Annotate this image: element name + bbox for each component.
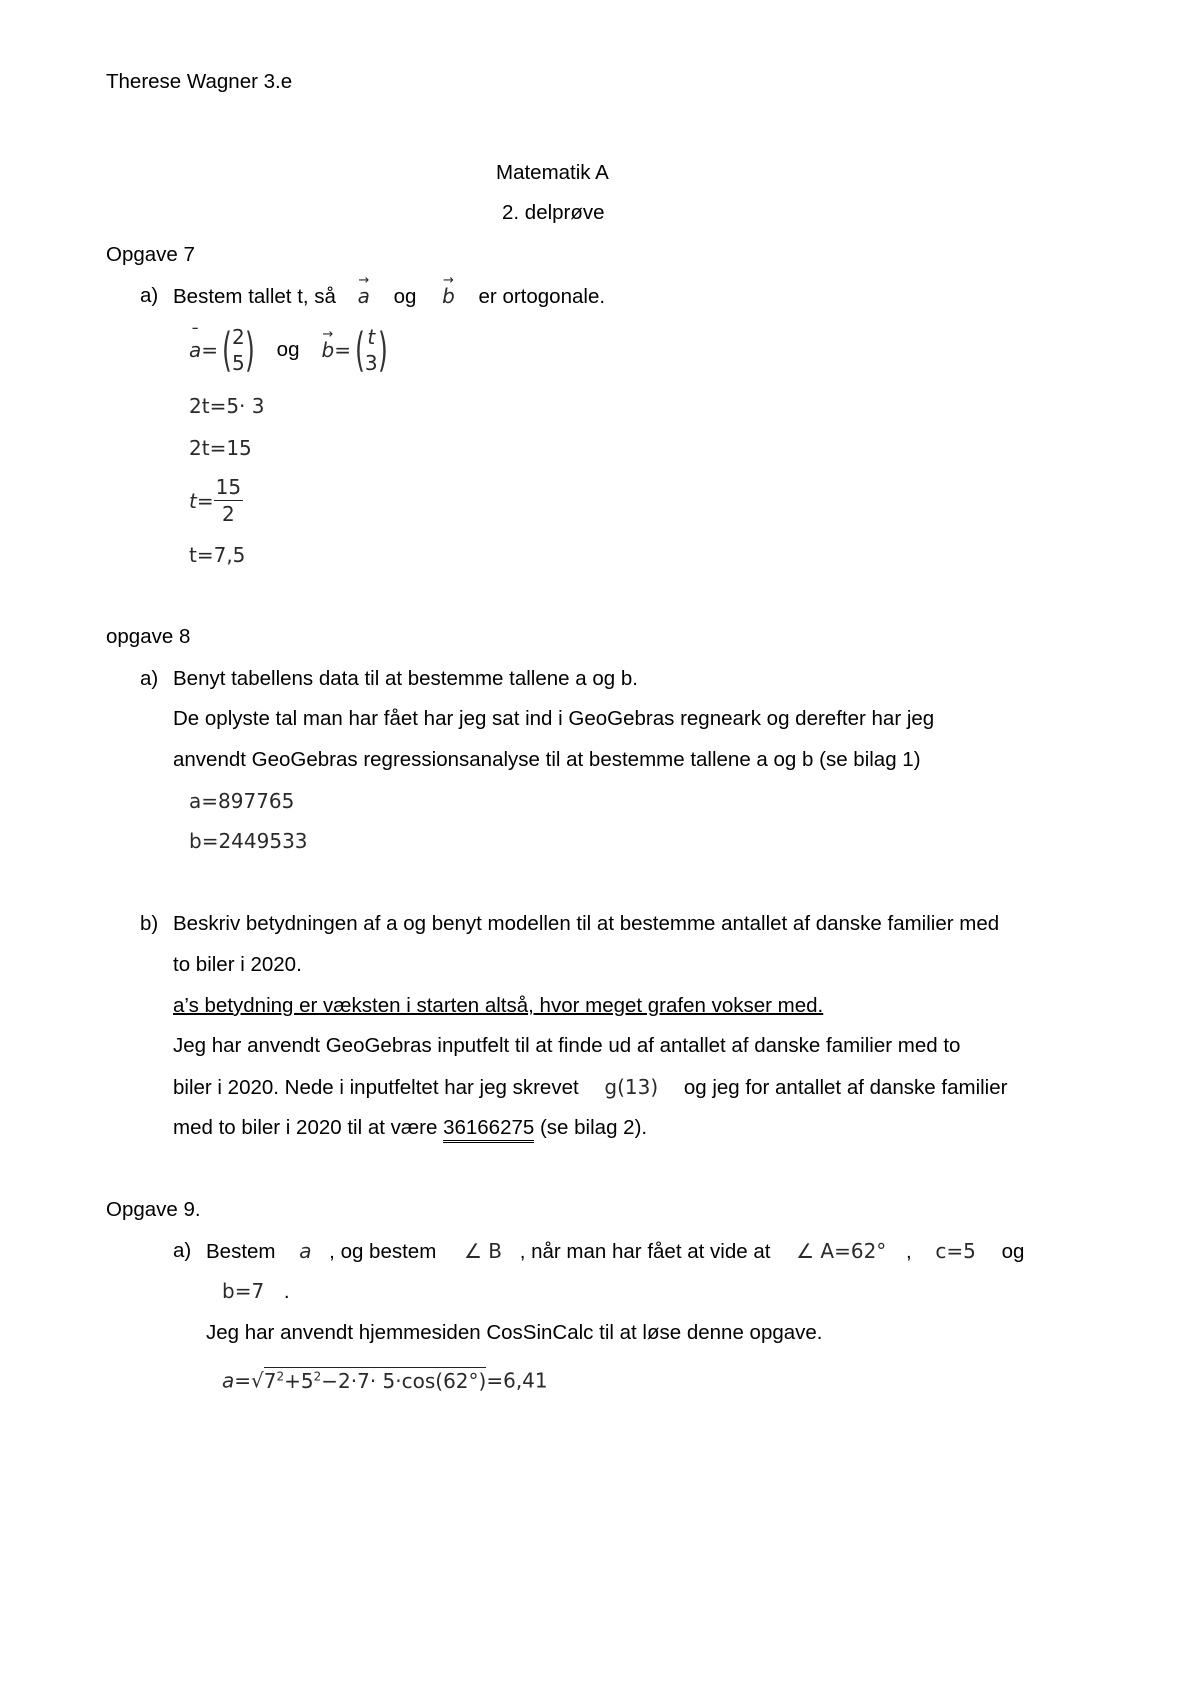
- exponent: 2: [313, 1369, 322, 1383]
- opgave-8b-answer-line-4: [173, 1116, 647, 1140]
- opgave-7-heading: Opgave 7: [106, 243, 195, 266]
- sqrt-radicand: [264, 1367, 487, 1393]
- question-text: Bestem tallet t, så: [173, 285, 336, 308]
- opgave-8b-question-line-1: Beskriv betydningen af a og benyt modellen til at bestemme antallet af danske familier med: [173, 912, 1000, 935]
- opgave-8-heading: opgave 8: [106, 625, 191, 648]
- vector-a-matrix: ( 2 5 ): [222, 323, 255, 377]
- vector-a-bottom: 5: [231, 351, 245, 375]
- formula-rest: −2·7· 5·cos(62°): [321, 1368, 487, 1393]
- vector-a-top: 2: [231, 325, 245, 349]
- vector-b-matrix: ( t 3 ): [354, 323, 388, 377]
- question-text: Bestem: [206, 1240, 276, 1263]
- author-line: Therese Wagner 3.e: [106, 70, 293, 93]
- opgave-9a-answer-line: Jeg har anvendt hjemmesiden CosSinCalc til at løse denne opgave.: [206, 1321, 823, 1344]
- opgave-9a-label: a): [173, 1239, 192, 1262]
- opgave-8a-answer-line-1: De oplyste tal man har fået har jeg sat ind i GeoGebras regneark og derefter har jeg: [173, 707, 935, 730]
- answer-text-end: og jeg for antallet af danske familier: [683, 1076, 1008, 1099]
- opgave-8a-label: a): [140, 667, 159, 690]
- number-7: 7: [263, 1368, 277, 1393]
- function-call-g13: g(13): [604, 1075, 659, 1099]
- fraction-numerator: 15: [215, 475, 242, 499]
- opgave-7a-label: a): [140, 284, 159, 307]
- equals-sign: =: [201, 338, 219, 362]
- equation-1: 2t=5· 3: [189, 394, 265, 418]
- equation-3-lhs: t=: [189, 488, 214, 513]
- fraction: [214, 474, 243, 527]
- angle-a-value: ∠ A=62°: [796, 1239, 887, 1263]
- vector-b-bottom: 3: [364, 351, 378, 375]
- result-b: b=2449533: [189, 829, 308, 853]
- plus-5: +5: [284, 1368, 314, 1393]
- opgave-9-heading: Opgave 9.: [106, 1198, 201, 1221]
- question-text: , når man har fået at vide at: [519, 1240, 771, 1263]
- og-word: og: [393, 285, 417, 308]
- formula-result: =6,41: [486, 1368, 548, 1393]
- side-b-value: b=7: [222, 1279, 265, 1303]
- page-subtitle: 2. delprøve: [502, 201, 605, 224]
- result-a: a=897765: [189, 789, 295, 813]
- answer-text: med to biler i 2020 til at være: [173, 1116, 438, 1139]
- answer-value-double-underlined: 36166275: [443, 1116, 534, 1143]
- page-title: Matematik A: [496, 161, 609, 184]
- opgave-8a-question: Benyt tabellens data til at bestemme tallene a og b.: [173, 667, 638, 690]
- comma: ,: [906, 1240, 912, 1263]
- equals-sign-2: =: [334, 338, 351, 362]
- opgave-7a-question: [173, 284, 605, 309]
- vector-b-symbol: → b: [442, 284, 455, 308]
- vector-b-name: → b: [321, 338, 334, 362]
- og-word: og: [1001, 1240, 1025, 1263]
- equation-3: [189, 474, 243, 527]
- formula-lhs: a=: [222, 1368, 252, 1393]
- opgave-9a-question-line-1: [206, 1239, 1024, 1264]
- side-a-symbol: a: [299, 1239, 312, 1263]
- opgave-8a-answer-line-2: anvendt GeoGebras regressionsanalyse til at bestemme tallene a og b (se bilag 1): [173, 748, 921, 771]
- period: .: [283, 1280, 290, 1303]
- opgave-9a-question-line-2: [222, 1279, 290, 1304]
- question-text-end: er ortogonale.: [478, 285, 606, 308]
- vector-b-top: t: [367, 325, 376, 349]
- sqrt-icon: √: [251, 1368, 264, 1393]
- cosine-formula: [222, 1364, 548, 1393]
- opgave-8b-answer-line-2: Jeg har anvendt GeoGebras inputfelt til at finde ud af antallet af danske familier med to: [173, 1034, 961, 1057]
- vector-a-name: ¯ a: [189, 338, 201, 362]
- side-c-value: c=5: [935, 1239, 976, 1263]
- fraction-denominator: 2: [221, 502, 235, 526]
- question-text: , og bestem: [329, 1240, 437, 1263]
- answer-text: biler i 2020. Nede i inputfeltet har jeg skrevet: [173, 1076, 579, 1099]
- equation-2: 2t=15: [189, 436, 252, 460]
- answer-reference: (se bilag 2).: [539, 1116, 648, 1139]
- vector-a-symbol: → a: [358, 284, 370, 308]
- opgave-8b-question-line-2: to biler i 2020.: [173, 953, 302, 976]
- og-word-2: og: [276, 338, 300, 361]
- equation-4: t=7,5: [189, 543, 246, 567]
- angle-b-symbol: ∠ B: [464, 1239, 503, 1263]
- opgave-8b-answer-line-3: [173, 1075, 1007, 1100]
- opgave-8b-label: b): [140, 912, 159, 935]
- exponent: 2: [276, 1369, 285, 1383]
- opgave-8b-answer-underlined: a’s betydning er væksten i starten altså, hvor meget grafen vokser med.: [173, 994, 824, 1017]
- vector-definitions: [189, 322, 392, 378]
